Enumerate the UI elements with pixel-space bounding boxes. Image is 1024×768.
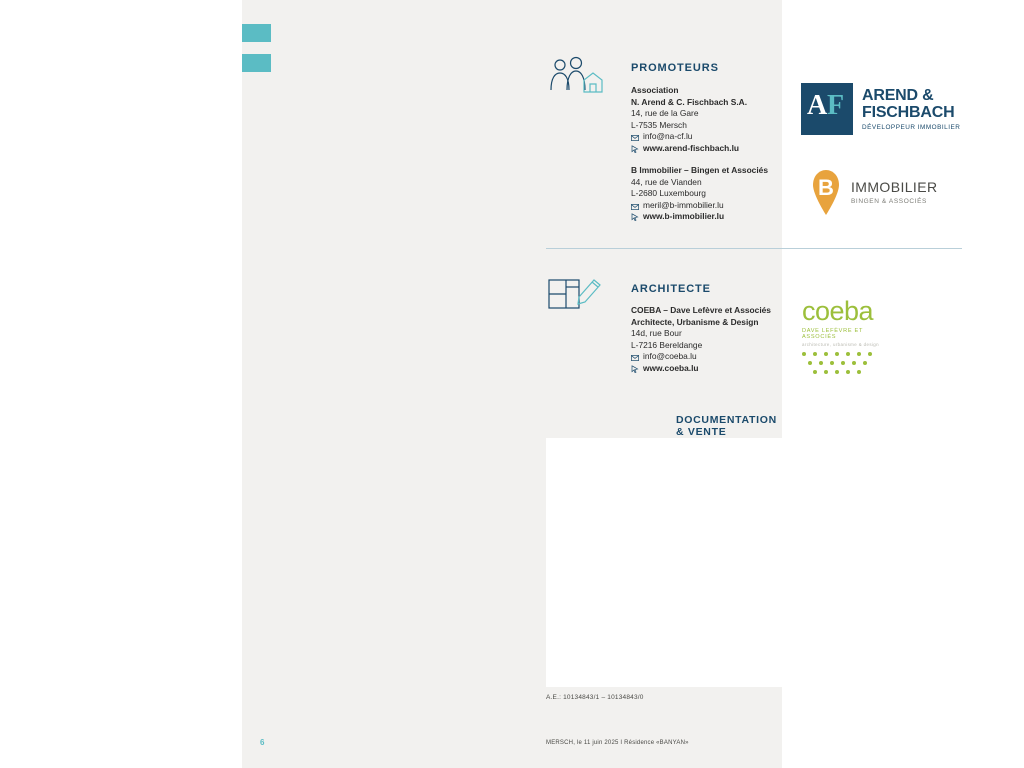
accent-square-bottom <box>242 54 271 72</box>
promoteur-1-website[interactable]: www.arend-fischbach.lu <box>643 142 740 153</box>
bi-name: IMMOBILIER <box>851 178 938 195</box>
cursor-click-icon <box>631 213 639 221</box>
promoteur-1-address-line1: 14, rue de la Gare <box>631 108 699 119</box>
promoteur-2-address-line1: 44, rue de Vianden <box>631 176 702 187</box>
architecte-email[interactable]: info@coeba.lu <box>643 351 697 362</box>
coeba-subtitle-1: DAVE LEFÈVRE ET ASSOCIÉS <box>802 328 863 340</box>
coeba-wordmark: coeba <box>802 296 874 326</box>
af-letter-a: A <box>807 90 828 121</box>
promoteurs-heading: PROMOTEURS <box>631 62 719 74</box>
architecte-address-line2: L-7216 Bereldange <box>631 339 703 350</box>
arend-fischbach-mark <box>801 83 853 135</box>
envelope-icon <box>631 202 639 210</box>
arend-fischbach-text <box>862 87 960 131</box>
architecte-entry <box>631 305 771 375</box>
cursor-click-icon <box>631 145 639 153</box>
architecte-address-line1: 14d, rue Bour <box>631 328 682 339</box>
af-name-line1: AREND & <box>862 87 934 104</box>
af-name-line2: FISCHBACH <box>862 104 955 121</box>
b-immobilier-logo <box>808 166 968 218</box>
promoteur-1-name-line1: Association <box>631 85 679 95</box>
envelope-icon <box>631 133 639 141</box>
documentation-placeholder-box <box>546 438 962 687</box>
section-divider <box>546 248 962 249</box>
architecte-name-line1: COEBA – Dave Lefèvre et Associés <box>631 305 771 315</box>
coeba-subtitle-2: architecture, urbanisme & design <box>802 342 879 347</box>
arend-fischbach-logo <box>801 83 963 135</box>
ae-code-label: A.E.: 10134843/1 – 10134843/0 <box>546 694 644 701</box>
plan-pencil-icon <box>546 272 606 316</box>
promoteur-2-email[interactable]: meril@b-immobilier.lu <box>643 199 724 210</box>
architecte-name-line2: Architecte, Urbanisme & Design <box>631 316 759 327</box>
promoteur-entry-2 <box>631 165 768 223</box>
documentation-heading: DOCUMENTATION & VENTE <box>676 414 777 438</box>
promoteur-1-name-line2: N. Arend & C. Fischbach S.A. <box>631 96 748 107</box>
promoteur-2-address-line2: L-2680 Luxembourg <box>631 188 706 199</box>
bi-tagline: BINGEN & ASSOCIÉS <box>851 197 927 205</box>
promoteur-1-email[interactable]: info@na-cf.lu <box>643 131 693 142</box>
promoteur-1-address-line2: L-7535 Mersch <box>631 119 687 130</box>
footer-text: MERSCH, le 11 juin 2025 I Résidence «BANYAN» <box>546 740 689 746</box>
af-letter-f: F <box>827 90 845 121</box>
promoteur-2-website[interactable]: www.b-immobilier.lu <box>643 211 725 222</box>
architecte-website[interactable]: www.coeba.lu <box>643 362 699 373</box>
promoteur-entry-1 <box>631 85 747 155</box>
b-immobilier-text <box>851 180 937 205</box>
svg-text:B: B <box>818 175 834 200</box>
envelope-icon <box>631 353 639 361</box>
coeba-dot-pattern <box>802 352 880 378</box>
promoteur-2-name-line1: B Immobilier – Bingen et Associés <box>631 165 768 175</box>
location-pin-icon <box>808 168 844 216</box>
accent-square-top <box>242 24 271 42</box>
architecte-heading: ARCHITECTE <box>631 283 711 295</box>
document-page <box>242 0 961 768</box>
page-number: 6 <box>260 738 265 747</box>
people-house-icon <box>546 56 608 102</box>
coeba-logo <box>802 298 892 374</box>
af-tagline: DÉVELOPPEUR IMMOBILIER <box>862 124 961 131</box>
cursor-click-icon <box>631 365 639 373</box>
